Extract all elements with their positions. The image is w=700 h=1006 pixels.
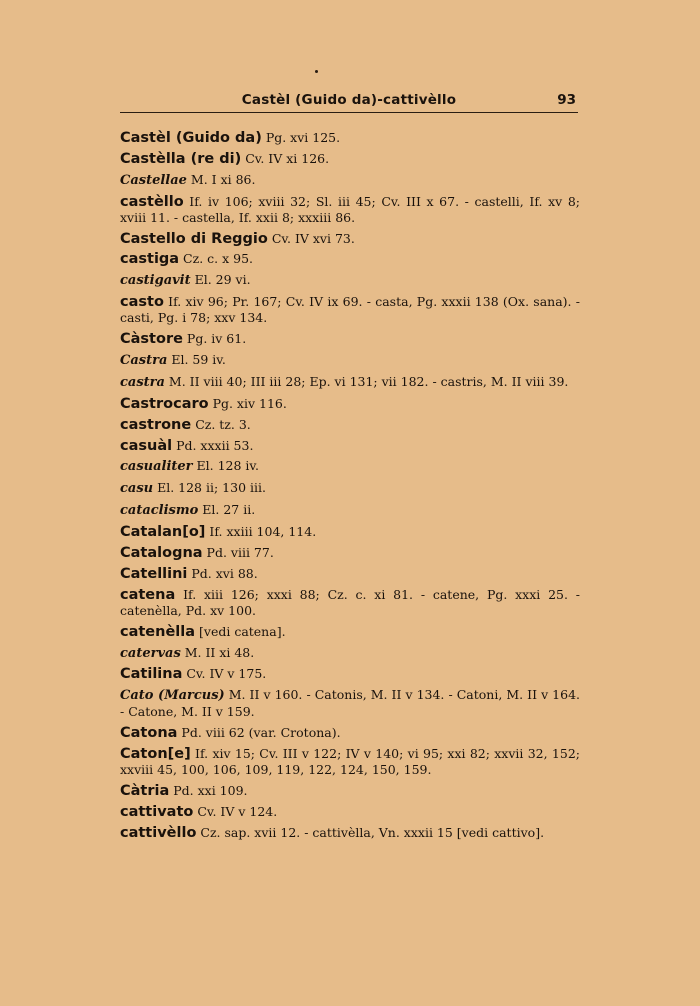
entry-headword: cataclismo: [120, 503, 199, 519]
dictionary-entry: [120, 130, 580, 146]
entry-headword: Caton[e]: [120, 746, 191, 763]
entry-headword: Castello di Reggio: [120, 230, 268, 247]
entry-references: Cv. IV v 175.: [182, 666, 267, 682]
entry-headword: Castrocaro: [120, 395, 209, 412]
entry-references: If. xiii 126; xxxi 88; Cz. c. xi 81. - catene, Pg. xxxi 25. - catenèlla, Pd. xv 100.: [120, 586, 580, 618]
dictionary-entry: [120, 231, 580, 247]
entry-headword: Castèlla (re di): [120, 150, 242, 167]
dictionary-entry: [120, 804, 580, 820]
entry-references: Pd. viii 62 (var. Crotona).: [177, 725, 341, 741]
entry-headword: Catilina: [120, 666, 183, 683]
dictionary-entry: [120, 624, 580, 640]
entry-references: Cz. tz. 3.: [191, 416, 251, 432]
dictionary-entry: [120, 374, 580, 391]
entry-references: El. 27 ii.: [198, 502, 256, 518]
dictionary-entry: [120, 331, 580, 347]
entry-headword: Càtria: [120, 783, 170, 800]
entry-references: El. 128 ii; 130 iii.: [153, 480, 266, 496]
entry-headword: casualiter: [120, 459, 193, 475]
dictionary-entry: [120, 687, 580, 720]
entry-headword: Catalogna: [120, 545, 203, 562]
dictionary-entry: [120, 566, 580, 582]
entry-headword: catervas: [120, 645, 181, 661]
running-header: [120, 92, 578, 113]
entry-headword: cattivato: [120, 803, 194, 820]
entry-references: Cz. sap. xvii 12. - cattivèlla, Vn. xxxii 15 [vedi cattivo].: [196, 824, 545, 840]
dictionary-entry: [120, 352, 580, 369]
dictionary-entry: [120, 272, 580, 289]
ink-speck: [315, 70, 318, 73]
dictionary-entry: [120, 725, 580, 741]
entry-headword: catena: [120, 586, 176, 603]
dictionary-entry: [120, 294, 580, 326]
dictionary-entry: [120, 502, 580, 519]
entry-headword: Castellae: [120, 172, 187, 188]
entry-headword: catenèlla: [120, 623, 196, 640]
entry-headword: cattivèllo: [120, 824, 197, 841]
dictionary-entry: [120, 746, 580, 778]
entry-headword: Castra: [120, 353, 168, 369]
entry-headword: casu: [120, 481, 154, 497]
entry-references: M. II v 160. - Catonis, M. II v 134. - Catoni, M. II v 164. - Catone, M. II v 159.: [120, 687, 580, 720]
entry-headword: casuàl: [120, 437, 173, 454]
entry-references: Cv. IV xi 126.: [241, 150, 330, 166]
entry-headword: castigavit: [120, 273, 191, 289]
entry-references: Pd. xxi 109.: [169, 783, 248, 799]
dictionary-entry: [120, 438, 580, 454]
dictionary-entry: [120, 480, 580, 497]
dictionary-entry: [120, 396, 580, 412]
entry-references: Cv. IV xvi 73.: [267, 230, 355, 246]
entry-references: Pd. viii 77.: [202, 545, 274, 561]
entry-references: M. I xi 86.: [186, 171, 256, 187]
entry-references: If. xiv 96; Pr. 167; Cv. IV ix 69. - casta, Pg. xxxii 138 (Ox. sana). - casti, Pg. i 78; xxv 134.: [120, 294, 580, 326]
entry-headword: Catona: [120, 725, 178, 742]
dictionary-entry: [120, 666, 580, 682]
entry-references: Pd. xvi 88.: [187, 565, 258, 581]
entry-headword: Catalan[o]: [120, 524, 206, 541]
entry-headword: casto: [120, 294, 164, 311]
entry-references: El. 29 vi.: [190, 272, 251, 288]
entry-headword: castrone: [120, 416, 192, 433]
entry-headword: Catellini: [120, 565, 188, 582]
dictionary-entry: [120, 645, 580, 662]
dictionary-entry: [120, 587, 580, 619]
entry-references: If. xxiii 104, 114.: [205, 524, 317, 540]
entry-references: El. 59 iv.: [167, 352, 226, 368]
dictionary-entry: [120, 172, 580, 189]
dictionary-entry: [120, 251, 580, 267]
dictionary-entry: [120, 524, 580, 540]
entry-references: Cv. IV v 124.: [193, 803, 278, 819]
entry-references: Pg. xiv 116.: [208, 395, 287, 411]
entry-headword: Castèl (Guido da): [120, 130, 262, 146]
dictionary-entry: [120, 194, 580, 226]
dictionary-entry: [120, 783, 580, 799]
entry-references: Pd. xxxii 53.: [172, 437, 254, 453]
dictionary-entry: [120, 825, 580, 841]
page-number: 93: [557, 92, 576, 108]
entry-references: If. iv 106; xviii 32; Sl. iii 45; Cv. III x 67. - castelli, If. xv 8; xviii 11. - castella, If. xxii 8; xxxiii 86.: [120, 193, 580, 225]
entry-references: M. II xi 48.: [180, 644, 255, 660]
entry-references: [vedi catena].: [195, 623, 286, 639]
entry-references: Pg. xvi 125.: [261, 130, 341, 145]
entry-headword: Càstore: [120, 331, 183, 348]
entry-headword: Cato (Marcus): [120, 688, 225, 704]
entry-headword: castra: [120, 374, 165, 390]
header-title: Castèl (Guido da)-cattivèllo: [241, 92, 457, 108]
entry-references: El. 128 iv.: [192, 458, 259, 474]
entry-headword: castiga: [120, 251, 180, 268]
entry-references: If. xiv 15; Cv. III v 122; IV v 140; vi 95; xxi 82; xxvii 32, 152; xxviii 45, 100, 106, 109, 119, 122, 124, 150, 159.: [120, 746, 580, 778]
dictionary-entry: [120, 151, 580, 167]
entry-references: Pg. iv 61.: [182, 331, 247, 347]
entry-references: Cz. c. x 95.: [179, 251, 253, 267]
entry-references: M. II viii 40; III iii 28; Ep. vi 131; vii 182. - castris, M. II viii 39.: [164, 373, 569, 389]
dictionary-entry: [120, 417, 580, 433]
dictionary-entries: [120, 130, 580, 846]
entry-headword: castèllo: [120, 193, 184, 210]
dictionary-entry: [120, 458, 580, 475]
dictionary-entry: [120, 545, 580, 561]
